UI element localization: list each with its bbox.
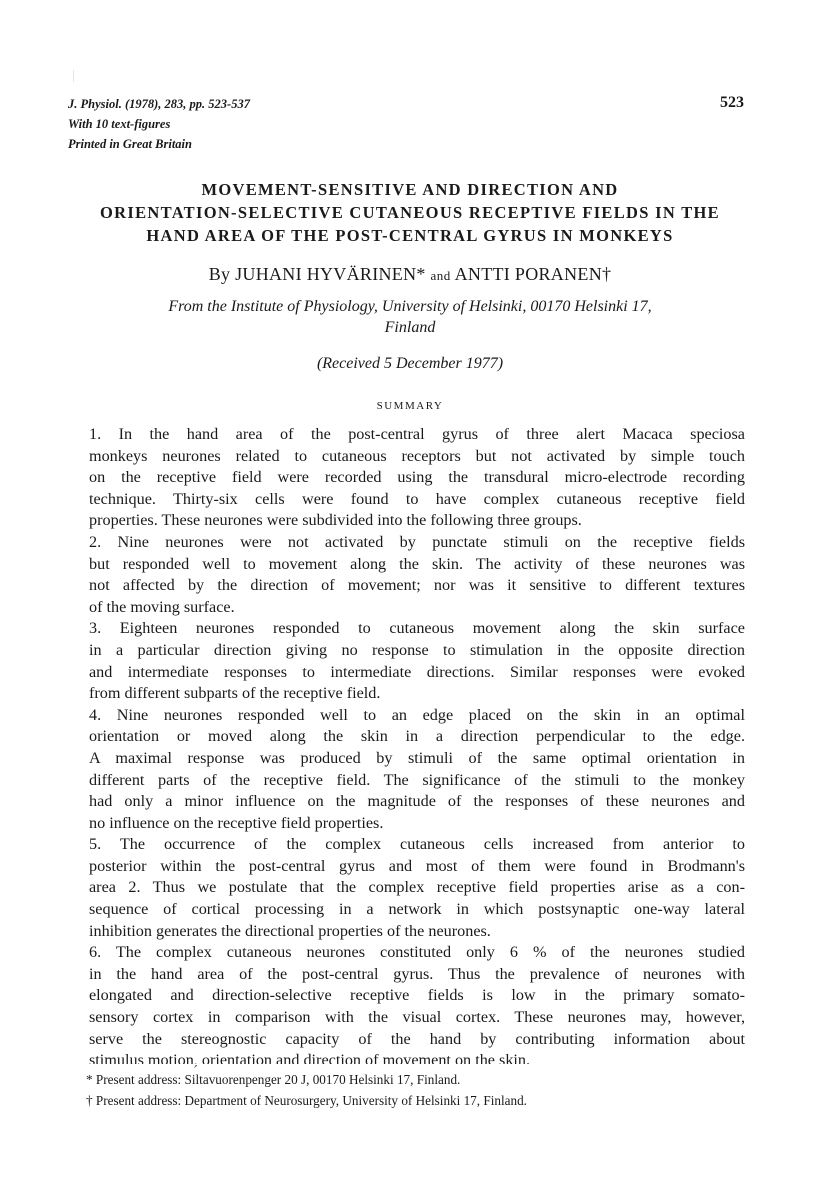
text-line: monkeys neurones related to cutaneous receptors but not activated by simple touch bbox=[89, 446, 745, 465]
text-line: and intermediate responses to intermediate directions. Similar responses were evoked bbox=[89, 662, 745, 681]
text-line: area 2. Thus we postulate that the complex receptive field properties arise as a con- bbox=[89, 878, 745, 897]
text-line: A maximal response was produced by stimuli of the same optimal orientation in bbox=[89, 748, 745, 767]
title-line: HAND AREA OF THE POST-CENTRAL GYRUS IN MONKEYS bbox=[146, 226, 674, 245]
text-line: had only a minor influence on the magnitude of the responses of these neurones and bbox=[89, 792, 745, 811]
figures-note: With 10 text-figures bbox=[68, 117, 171, 131]
text-line: 2. Nine neurones were not activated by punctate stimuli on the receptive fields bbox=[89, 532, 745, 551]
affiliation bbox=[70, 296, 750, 338]
author-name: JUHANI HYVÄRINEN* bbox=[235, 264, 426, 284]
text-line: 3. Eighteen neurones responded to cutaneous movement along the skin surface bbox=[89, 619, 745, 638]
text-line: in the hand area of the post-central gyrus. Thus the prevalence of neurones with bbox=[89, 964, 745, 983]
journal-name: J. Physiol. bbox=[68, 97, 122, 111]
text-line: elongated and direction-selective receptive fields is low in the primary somato- bbox=[89, 986, 745, 1005]
summary-paragraph bbox=[73, 532, 745, 618]
text-line: of the moving surface. bbox=[89, 597, 235, 616]
footnote-divider bbox=[73, 1064, 745, 1065]
running-header bbox=[68, 94, 250, 154]
summary-paragraph bbox=[73, 618, 745, 704]
footnotes bbox=[86, 1069, 746, 1111]
summary-paragraph bbox=[73, 424, 745, 532]
citation-line bbox=[68, 94, 250, 114]
text-line: technique. Thirty-six cells were found to have complex cutaneous receptive field bbox=[89, 489, 745, 508]
text-line: inhibition generates the directional properties of the neurones. bbox=[89, 921, 491, 940]
text-line: orientation or moved along the skin in a direction perpendicular to the edge. bbox=[89, 727, 745, 746]
text-line: on the receptive field were recorded using the transdural micro-electrode recording bbox=[89, 468, 745, 487]
text-line: from different subparts of the receptive field. bbox=[89, 684, 381, 703]
text-line: not affected by the direction of movement; nor was it sensitive to different textures bbox=[89, 576, 745, 595]
summary-paragraph bbox=[73, 834, 745, 942]
text-line: sensory cortex in comparison with the visual cortex. These neurones may, however, bbox=[89, 1008, 745, 1027]
affiliation-line: From the Institute of Physiology, University of Helsinki, 00170 Helsinki 17, bbox=[168, 298, 652, 315]
text-line: no influence on the receptive field properties. bbox=[89, 813, 384, 832]
text-line: stimulus motion, orientation and direction of movement on the skin. bbox=[89, 1051, 531, 1070]
printed-note: Printed in Great Britain bbox=[68, 137, 192, 151]
text-line: 5. The occurrence of the complex cutaneous cells increased from anterior to bbox=[89, 835, 745, 854]
author-line bbox=[60, 264, 760, 285]
received-date: (Received 5 December 1977) bbox=[316, 355, 504, 372]
summary-paragraph bbox=[73, 942, 745, 1072]
text-line: 4. Nine neurones responded well to an edge placed on the skin in an optimal bbox=[89, 705, 745, 724]
article-title bbox=[60, 178, 760, 247]
text-line: sequence of cortical processing in a network in which postsynaptic one-way lateral bbox=[89, 900, 745, 919]
text-line: 1. In the hand area of the post-central gyrus of three alert Macaca speciosa bbox=[89, 425, 745, 443]
text-line: different parts of the receptive field. The significance of the stimuli to the monkey bbox=[89, 770, 745, 789]
text-line: 6. The complex cutaneous neurones constituted only 6 % of the neurones studied bbox=[89, 943, 745, 962]
text-line: serve the stereognostic capacity of the hand by contributing information about bbox=[89, 1029, 745, 1048]
by-label: By bbox=[208, 264, 231, 284]
title-line: ORIENTATION-SELECTIVE CUTANEOUS RECEPTIVE FIELDS IN THE bbox=[100, 203, 720, 222]
scan-artifact bbox=[73, 70, 74, 82]
title-line: MOVEMENT-SENSITIVE AND DIRECTION AND bbox=[201, 180, 619, 199]
summary-heading: SUMMARY bbox=[376, 400, 444, 412]
author-name: ANTTI PORANEN† bbox=[454, 264, 612, 284]
summary-paragraph bbox=[73, 705, 745, 835]
text-line: posterior within the post-central gyrus and most of them were found in Brodmann's bbox=[89, 856, 745, 875]
footnote: * Present address: Siltavuorenpenger 20 J, 00170 Helsinki 17, Finland. bbox=[86, 1072, 461, 1087]
text-line: properties. These neurones were subdivided into the following three groups. bbox=[89, 511, 582, 530]
citation-details: (1978), 283, pp. 523-537 bbox=[124, 97, 250, 111]
summary-body bbox=[73, 424, 745, 1072]
text-line: but responded well to movement along the skin. The activity of these neurones was bbox=[89, 554, 745, 573]
text-line: in a particular direction giving no response to stimulation in the opposite direction bbox=[89, 640, 745, 659]
and-label: and bbox=[430, 268, 451, 283]
affiliation-line: Finland bbox=[384, 319, 436, 336]
footnote: † Present address: Department of Neurosurgery, University of Helsinki 17, Finland. bbox=[86, 1093, 527, 1108]
page-number: 523 bbox=[720, 94, 744, 111]
